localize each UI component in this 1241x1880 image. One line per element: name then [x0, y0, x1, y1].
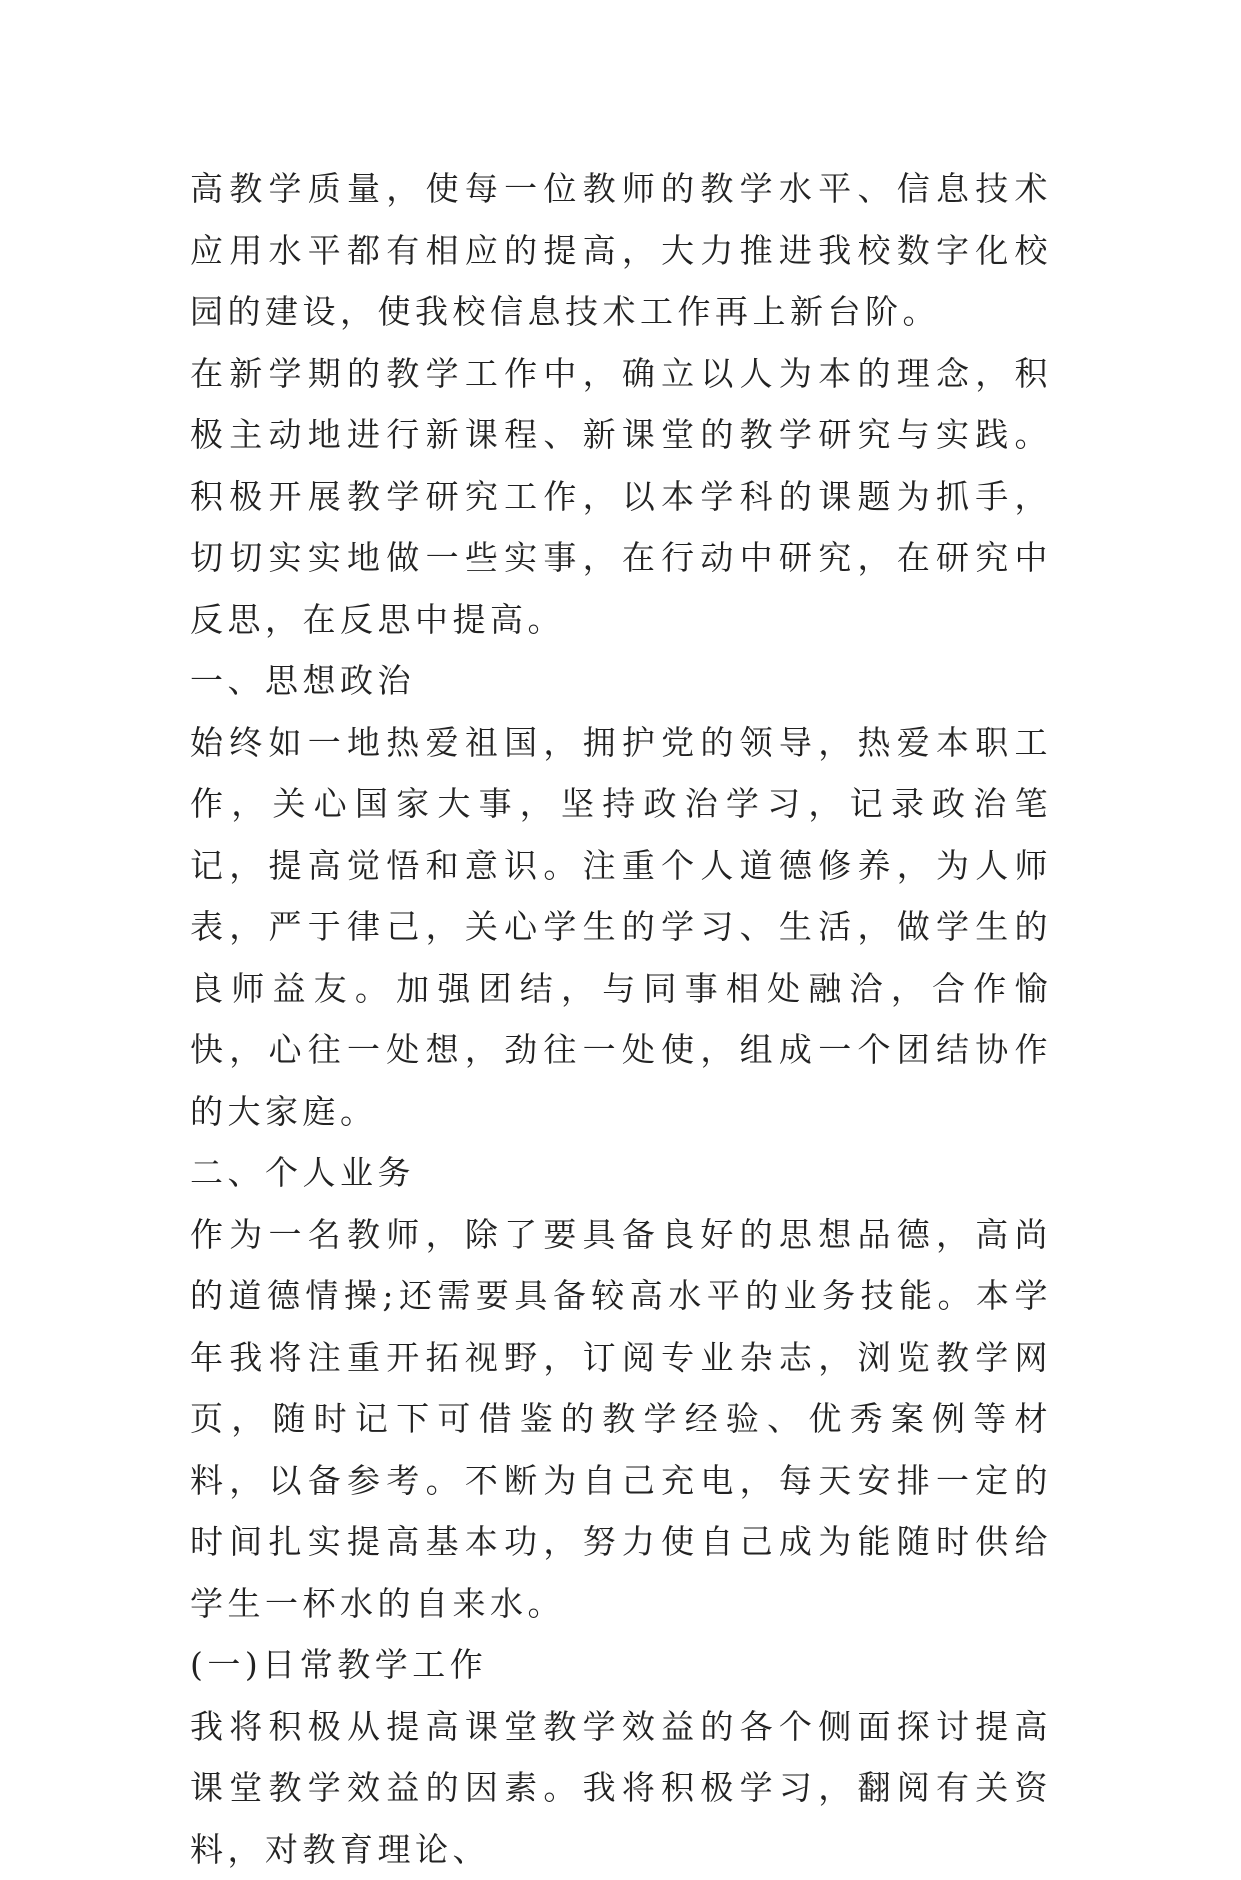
section-heading: 二、个人业务 [190, 1142, 1052, 1204]
section-heading: 一、思想政治 [190, 650, 1052, 712]
paragraph: 始终如一地热爱祖国，拥护党的领导，热爱本职工作，关心国家大事，坚持政治学习，记录政治笔记，提高觉悟和意识。注重个人道德修养，为人师表，严于律己，关心学生的学习、生活，做学生的良师益友。加强团结，与同事相处融洽，合作愉快，心往一处想，劲往一处使，组成一个团结协作的大家庭。 [190, 712, 1052, 1143]
subsection-heading: (一)日常教学工作 [190, 1634, 1052, 1696]
paragraph: 高教学质量，使每一位教师的教学水平、信息技术应用水平都有相应的提高，大力推进我校数字化校园的建设，使我校信息技术工作再上新台阶。 [190, 158, 1052, 343]
paragraph: 作为一名教师，除了要具备良好的思想品德，高尚的道德情操;还需要具备较高水平的业务技能。本学年我将注重开拓视野，订阅专业杂志，浏览教学网页，随时记下可借鉴的教学经验、优秀案例等材料，以备参考。不断为自己充电，每天安排一定的时间扎实提高基本功，努力使自己成为能随时供给学生一杯水的自来水。 [190, 1204, 1052, 1635]
paragraph: 在新学期的教学工作中，确立以人为本的理念，积极主动地进行新课程、新课堂的教学研究与实践。积极开展教学研究工作，以本学科的课题为抓手，切切实实地做一些实事，在行动中研究，在研究中反思，在反思中提高。 [190, 343, 1052, 651]
document-body [190, 158, 1052, 1880]
paragraph: 我将积极从提高课堂教学效益的各个侧面探讨提高课堂教学效益的因素。我将积极学习，翻阅有关资料，对教育理论、 [190, 1696, 1052, 1880]
